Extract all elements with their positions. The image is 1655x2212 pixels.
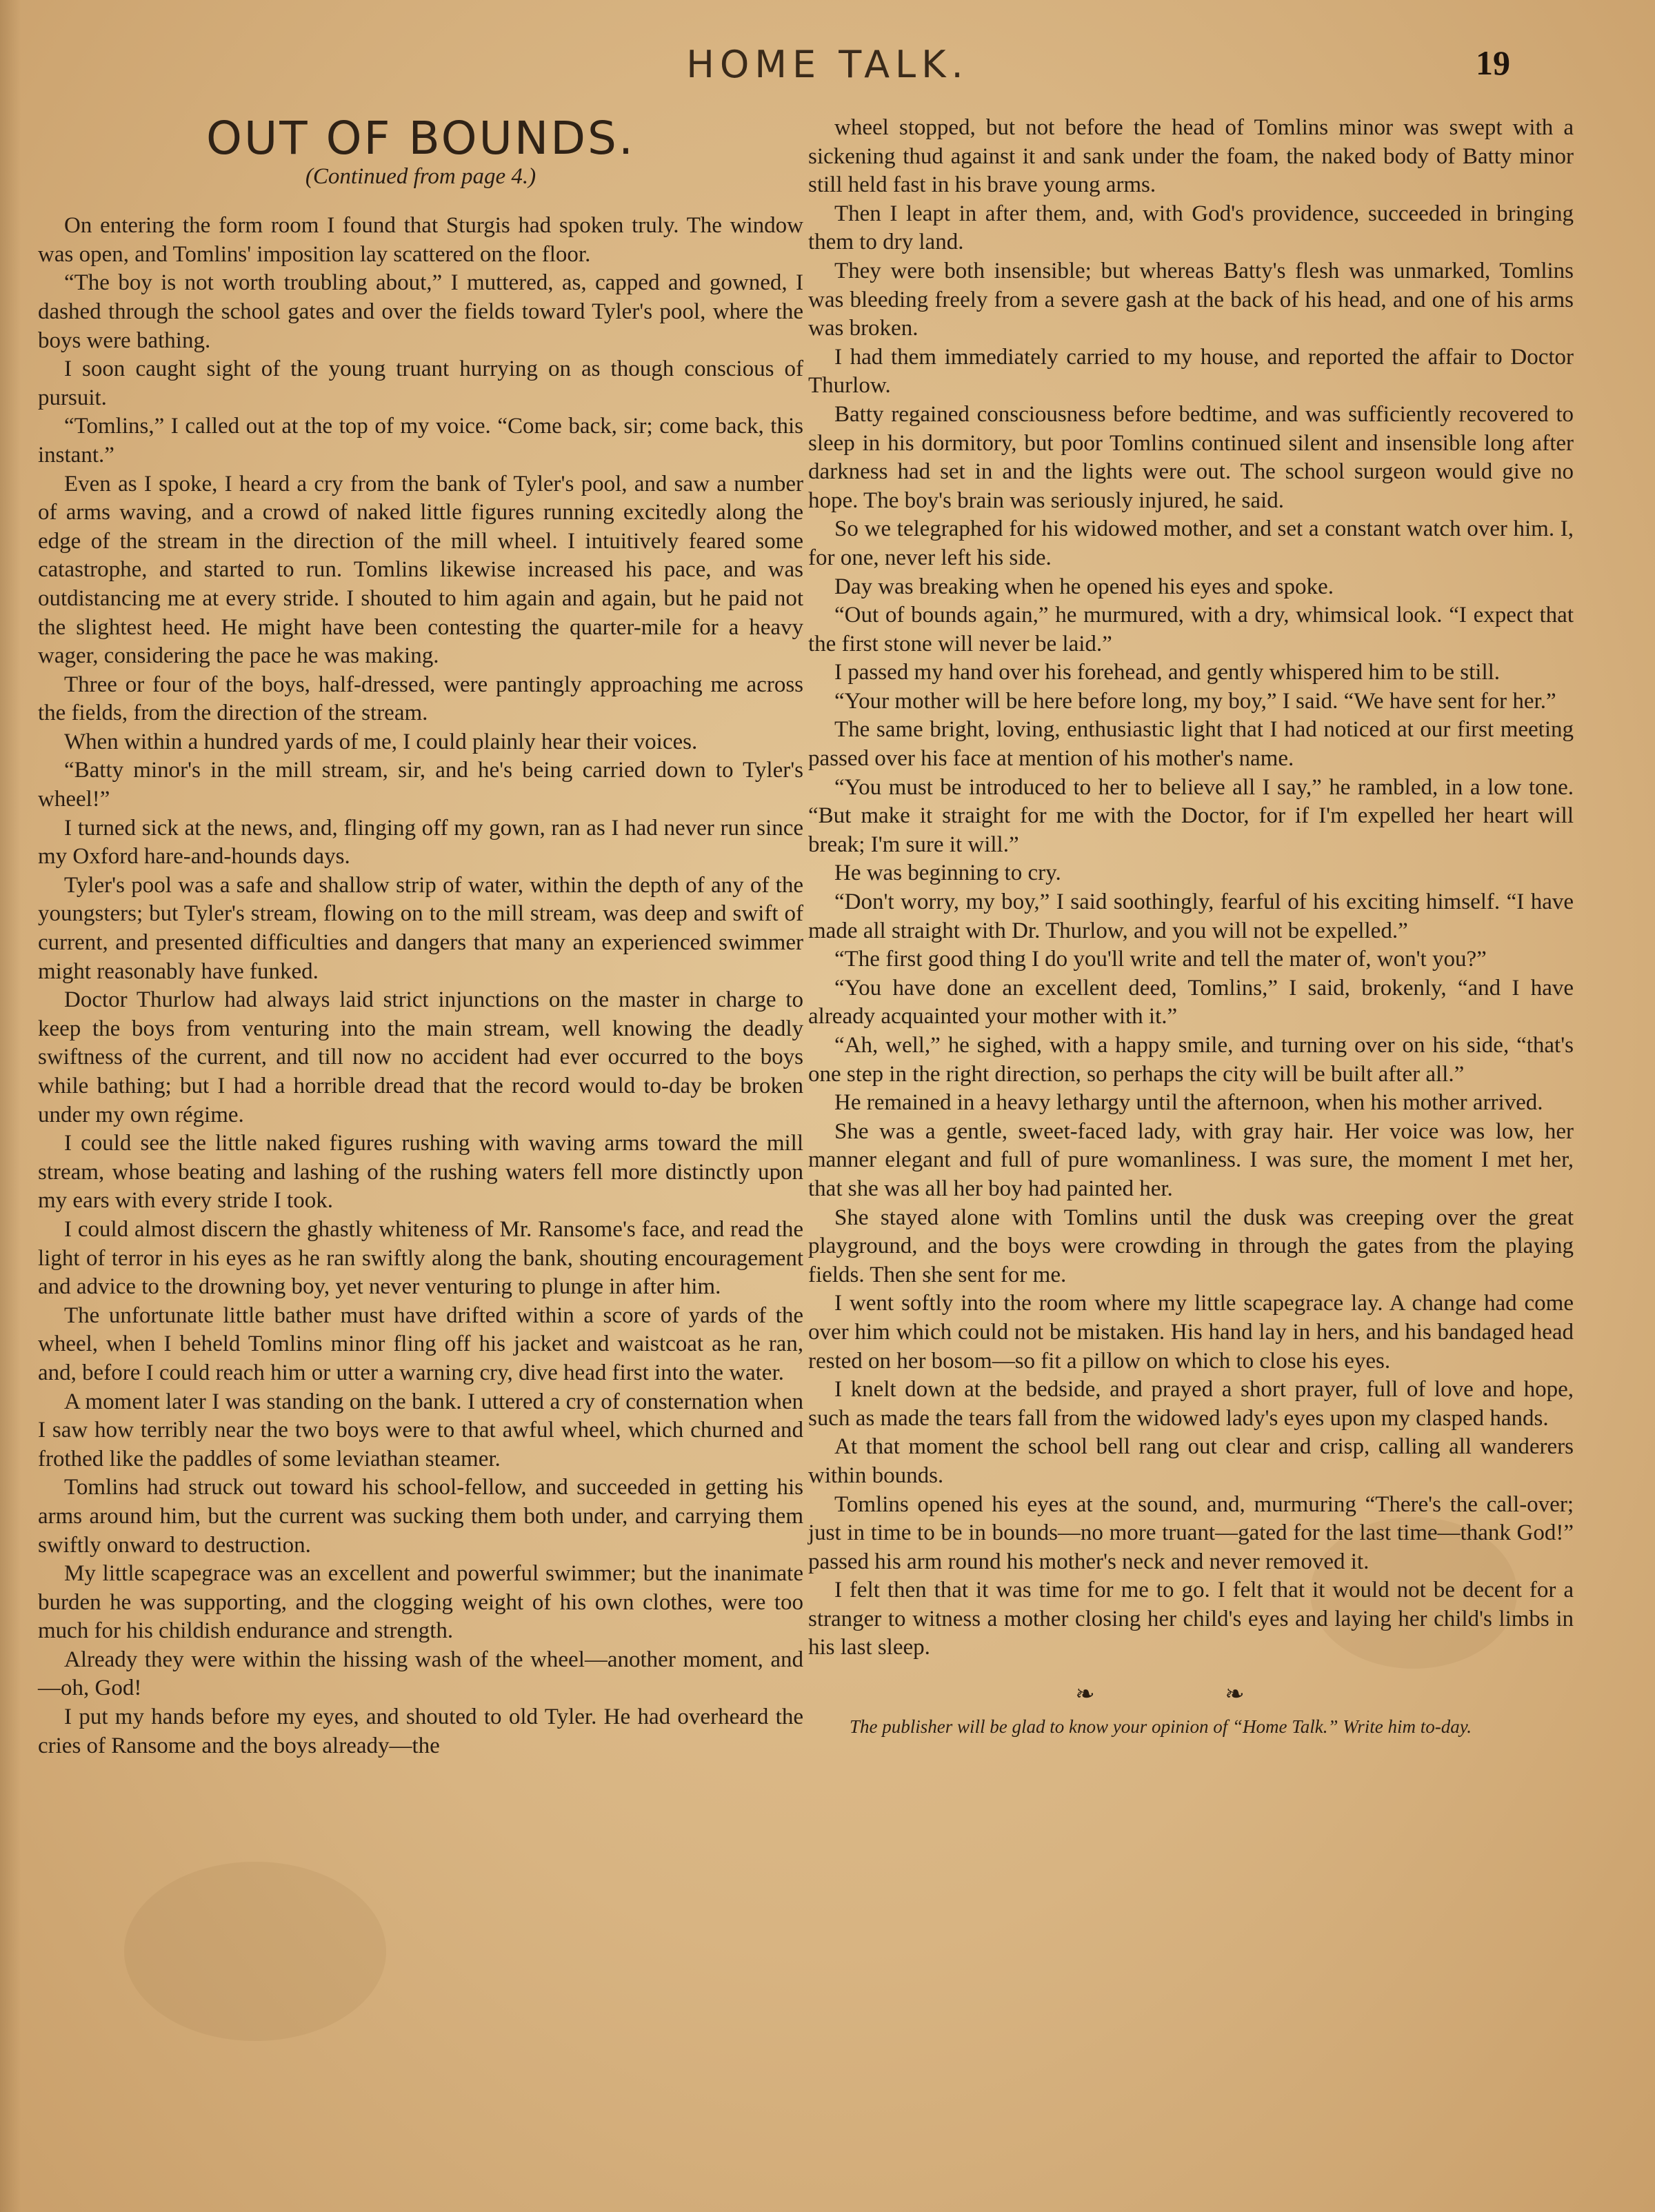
paragraph: At that moment the school bell rang out clear and crisp, calling all wanderers within bounds. [808, 1434, 1574, 1488]
paragraph: “Your mother will be here before long, my boy,” I said. “We have sent for her.” [834, 688, 1556, 714]
paragraph: “The boy is not worth troubling about,” I muttered, as, capped and gowned, I dashed through the school gates and over the fields toward Tyler's pool, where the boys were bathing. [38, 270, 803, 353]
paragraph: They were both insensible; but whereas Batty's flesh was unmarked, Tomlins was bleeding freely from a severe gash at the back of his head, and one of his arms was broken. [808, 258, 1574, 341]
left-column [38, 112, 803, 1760]
paragraph: “Out of bounds again,” he murmured, with a dry, whimsical look. “I expect that the first stone will never be laid.” [808, 603, 1574, 656]
paragraph: Tomlins had struck out toward his school-fellow, and succeeded in getting his arms around him, but the current was sucking them both under, and carrying them swiftly onward to destruction. [38, 1475, 803, 1558]
paragraph: “Tomlins,” I called out at the top of my voice. “Come back, sir; come back, this instant.” [38, 414, 803, 467]
paragraph: “Batty minor's in the mill stream, sir, and he's being carried down to Tyler's wheel!” [38, 758, 803, 812]
paragraph: Tomlins opened his eyes at the sound, and, murmuring “There's the call-over; just in time to be in bounds—no more truant—gated for the last time—thank God!” passed his arm round his mother's neck and never removed it. [808, 1491, 1574, 1574]
paragraph: Even as I spoke, I heard a cry from the bank of Tyler's pool, and saw a number of arms waving, and a crowd of naked little figures running excitedly along the edge of the stream in the direction of the mill wheel. I intuitively feared some catastrophe, and started to run. Tomlins likewise increased his pace, and was outdistancing me at every stride. I shouted to him again and again, but he paid not the slightest heed. He might have been contesting the quarter-mile for a heavy wager, considering the pace he was making. [38, 471, 803, 669]
paragraph: “You have done an excellent deed, Tomlins,” I said, brokenly, “and I have already acquainted your mother with it.” [808, 975, 1574, 1029]
paragraph: Day was breaking when he opened his eyes and spoke. [834, 574, 1334, 599]
paragraph: When within a hundred yards of me, I could plainly hear their voices. [64, 729, 698, 754]
paragraph: Then I leapt in after them, and, with God's providence, succeeded in bringing them to dry land. [808, 201, 1574, 255]
paragraph: Tyler's pool was a safe and shallow strip of water, within the depth of any of the youngsters; but Tyler's stream, flowing on to the mill stream, was deep and swift of current, and presented difficulties and dangers that many an experienced swimmer might reasonably have funked. [38, 872, 803, 984]
paragraph: A moment later I was standing on the bank. I uttered a cry of consternation when I saw how terribly near the two boys were to that awful wheel, which churned and frothed like the paddles of some leviathan steamer. [38, 1389, 803, 1471]
paragraph: She was a gentle, sweet-faced lady, with gray hair. Her voice was low, her manner elegant and full of pure womanliness. I was sure, the moment I met her, that she was all her boy had painted her. [808, 1118, 1574, 1201]
paragraph: Three or four of the boys, half-dressed, were pantingly approaching me across the fields, from the direction of the stream. [38, 672, 803, 726]
paragraph: I soon caught sight of the young truant hurrying on as though conscious of pursuit. [38, 356, 803, 410]
left-paragraphs [38, 212, 803, 1760]
paragraph: He was beginning to cry. [834, 861, 1061, 886]
publisher-note: The publisher will be glad to know your opinion of “Home Talk.” Write him to-day. [850, 1716, 1472, 1737]
paper-stain [124, 1862, 386, 2041]
paragraph: Already they were within the hissing wash of the wheel—another moment, and—oh, God! [38, 1647, 803, 1701]
ornament: ❧ ❧ [1075, 1682, 1307, 1708]
paragraph: He remained in a heavy lethargy until the afternoon, when his mother arrived. [834, 1090, 1543, 1116]
paragraph: Doctor Thurlow had always laid strict injunctions on the master in charge to keep the boys from venturing into the main stream, well knowing the deadly swiftness of the current, and till now no accident had ever occurred to the boys while bathing; but I had a horrible dread that the record would to-day be broken under my own régime. [38, 987, 803, 1127]
masthead: HOME TALK. [686, 43, 969, 86]
paragraph: The unfortunate little bather must have drifted within a score of yards of the wheel, when I beheld Tomlins minor fling off his jacket and waistcoat as he ran, and, before I could reach him or utter a warning cry, dive head first into the water. [38, 1303, 803, 1385]
paragraph: “Don't worry, my boy,” I said soothingly, fearful of his exciting himself. “I have made all straight with Dr. Thurlow, and you will not be expelled.” [808, 889, 1574, 943]
paragraph: I had them immediately carried to my house, and reported the affair to Doctor Thurlow. [808, 344, 1574, 399]
paragraph: So we telegraphed for his widowed mother, and set a constant watch over him. I, for one, never left his side. [808, 516, 1574, 570]
paper-edge-shadow [0, 0, 21, 2212]
paragraph: She stayed alone with Tomlins until the dusk was creeping over the great playground, and the boys were crowding in through the gates from the playing fields. Then she sent for me. [808, 1205, 1574, 1287]
paragraph: I passed my hand over his forehead, and gently whispered him to be still. [834, 660, 1501, 685]
paragraph: I knelt down at the bedside, and prayed a short prayer, full of love and hope, such as made the tears fall from the widowed lady's eyes upon my clasped hands. [808, 1377, 1574, 1431]
paragraph: I put my hands before my eyes, and shouted to old Tyler. He had overheard the cries of Ransome and the boys already—the [38, 1705, 803, 1758]
paragraph: I could see the little naked figures rushing with waving arms toward the mill stream, whose beating and lashing of the rushing waters fell more distinctly upon my ears with every stride I took. [38, 1131, 803, 1214]
right-column [808, 114, 1574, 1740]
paragraph: “You must be introduced to her to believe all I say,” he rambled, in a low tone. “But make it straight for me with the Doctor, for if I'm expelled her heart will break; I'm sure it will.” [808, 774, 1574, 857]
paragraph: “The first good thing I do you'll write and tell the mater of, won't you?” [834, 947, 1487, 972]
page-number: 19 [1476, 43, 1510, 82]
paragraph: “Ah, well,” he sighed, with a happy smile, and turning over on his side, “that's one step in the right direction, so perhaps the city will be built after all.” [808, 1033, 1574, 1087]
paragraph: My little scapegrace was an excellent and powerful swimmer; but the inanimate burden he was supporting, and the clogging weight of his own clothes, were too much for his childish endurance and strength. [38, 1561, 803, 1644]
paragraph: I went softly into the room where my little scapegrace lay. A change had come over him which could not be mistaken. His hand lay in hers, and his bandaged head rested on her bosom—so fit a pillow on which to close his eyes. [808, 1291, 1574, 1374]
paragraph: Batty regained consciousness before bedtime, and was sufficiently recovered to sleep in his dormitory, but poor Tomlins continued silent and insensible long after darkness had set in and the lights were out. The school surgeon would give no hope. The boy's brain was seriously injured, he said. [808, 401, 1574, 513]
continued-note: (Continued from page 4.) [305, 163, 536, 189]
paragraph: The same bright, loving, enthusiastic light that I had noticed at our first meeting passed over his face at mention of his mother's name. [808, 717, 1574, 772]
paragraph: wheel stopped, but not before the head of Tomlins minor was swept with a sickening thud against it and sank under the foam, the naked body of Batty minor still held fast in his brave young arms. [808, 115, 1574, 198]
article-title: OUT OF BOUNDS. [206, 112, 635, 165]
paragraph: I felt then that it was time for me to go. I felt that it would not be decent for a stranger to witness a mother closing her child's eyes and laying her child's limbs in his last sleep. [808, 1578, 1574, 1660]
paragraph: I turned sick at the news, and, flinging off my gown, ran as I had never run since my Oxford hare-and-hounds days. [38, 815, 803, 869]
right-paragraphs [808, 114, 1574, 1662]
paragraph: I could almost discern the ghastly whiteness of Mr. Ransome's face, and read the light of terror in his eyes as he ran swiftly along the bank, shouting encouragement and advice to the drowning boy, yet never venturing to plunge in after him. [38, 1216, 803, 1300]
paragraph: On entering the form room I found that Sturgis had spoken truly. The window was open, and Tomlins' imposition lay scattered on the floor. [38, 213, 803, 267]
